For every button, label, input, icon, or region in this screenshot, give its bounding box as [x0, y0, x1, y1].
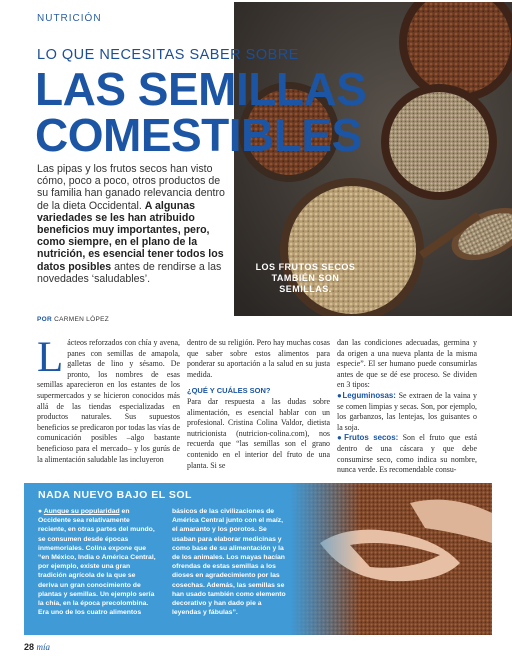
col2-text2: Para dar respuesta a las dudas sobre alimentación, es esencial hablar con un profesional. Cristina Colina Valdor, dietista nutricionista (nutricion-colina.com), nos recuerda que “las semillas son el grano contenido en el interior del fruto de una planta. Si se [187, 396, 330, 470]
lead-plain: Las pipas y los frutos secos han visto cómo, poco a poco, otros productos de su familia han ganado relevancia dentro de la dieta Occidental. [37, 163, 225, 212]
sidebar-title: NADA NUEVO BAJO EL SOL [38, 489, 192, 501]
photo-caption: LOS FRUTOS SECOS TAMBIÉN SON SEMILLAS. [255, 262, 356, 294]
col3-text1: dan las condiciones adecuadas, germina y da origen a una nueva planta de la misma especie”. El ser humano puede consumirlas antes de que se dé ese proceso. Se dividen en 3 tipos: [337, 338, 477, 390]
body-column-3 [337, 338, 477, 476]
lead-end: antes de rendirse a las novedades ‘saludables’. [37, 260, 222, 285]
kicker: LO QUE NECESITAS SABER SOBRE [37, 47, 299, 63]
col1-text: ácteos reforzados con chía y avena, panes con semillas de amapola, galletas de lino y sésamo. De pronto, los nombres de esas semillas aparecieron en los estantes de los supermercados y se hicieron conocidos más allá de las tiendas especializadas en productos naturales. Sus supuestos beneficios se predicaron por todas las vías de comunicación posibles –algo bastante beneficioso para el mercado– y los gurús de la alimentación saludable las incluyeron [37, 338, 180, 464]
magazine-name: mía [36, 642, 51, 652]
byline-author: CARMEN LÓPEZ [54, 316, 109, 323]
bullet-icon: ● [337, 390, 343, 400]
drop-cap: L [37, 334, 64, 381]
col2-text1: dentro de su religión. Pero hay muchas cosas que saber sobre estos alimentos para ponderar su aportación a la salud en su justa medida. [187, 338, 330, 379]
byline [37, 316, 109, 323]
sidebar-col1-text: en Occidente sea relativamente reciente, en otras partes del mundo, se consumen desde épocas inmemoriales. Colina expone que “en México, India o América Central, por ejemplo, existe una gran tradición agrícola de la que se deriva un gran conocimiento de plantas y semillas. Un ejemplo sería la chía, en la época precolombina. Era uno de los cuatro alimentos [38, 508, 156, 617]
bullet-label-legumes: Leguminosas: [342, 390, 396, 400]
lead-bold: A algunas variedades se les han atribuido beneficios muy importantes, pero, como siempre, en el plano de la nutrición, es esencial tener todos los datos posibles [37, 199, 224, 273]
sidebar-column-1 [38, 507, 156, 617]
hands-photo [290, 483, 492, 635]
bullet-text-nuts: Son el fruto que está dentro de una cáscara y que debe consumirse seco, como indica su nombre, nunca verde. Es recomendable consu- [337, 433, 477, 475]
byline-por: POR [37, 316, 52, 323]
bullet-label-nuts: Frutos secos: [344, 433, 399, 443]
subheading: ¿QUÉ Y CUÁLES SON? [187, 386, 271, 396]
page-title-line1: LAS SEMILLAS [35, 63, 367, 115]
sidebar-lead-label: Aunque su popularidad [43, 508, 120, 515]
bullet-icon: ● [38, 508, 43, 515]
page-folio [24, 642, 50, 652]
bullet-icon: ● [337, 433, 345, 443]
section-label: NUTRICIÓN [37, 13, 102, 24]
sidebar-column-2: básicos de las civilizaciones de América Central junto con el maíz, el amaranto y los porotos. Se usaban para elaborar medicinas y como base de su alimentación y la de los animales. Los mayas hacían ofrendas de estas semillas a los dioses en agradecimiento por las cosechas. Además, las semillas se han usado también como elemento decorativo y han dado pie a leyendas y fábulas”. [172, 508, 286, 617]
bullet-text-legumes: Se extraen de la vaina y se comen limpias y secas. Son, por ejemplo, los garbanzos, las lentejas, los guisantes o la soja. [337, 390, 477, 432]
body-column-1 [37, 334, 180, 465]
hands-with-seeds-illustration [290, 483, 492, 635]
page-title-line2: COMESTIBLES [35, 109, 362, 161]
lead-paragraph [37, 163, 233, 285]
body-column-2 [187, 338, 330, 471]
page-number: 28 [24, 642, 35, 652]
